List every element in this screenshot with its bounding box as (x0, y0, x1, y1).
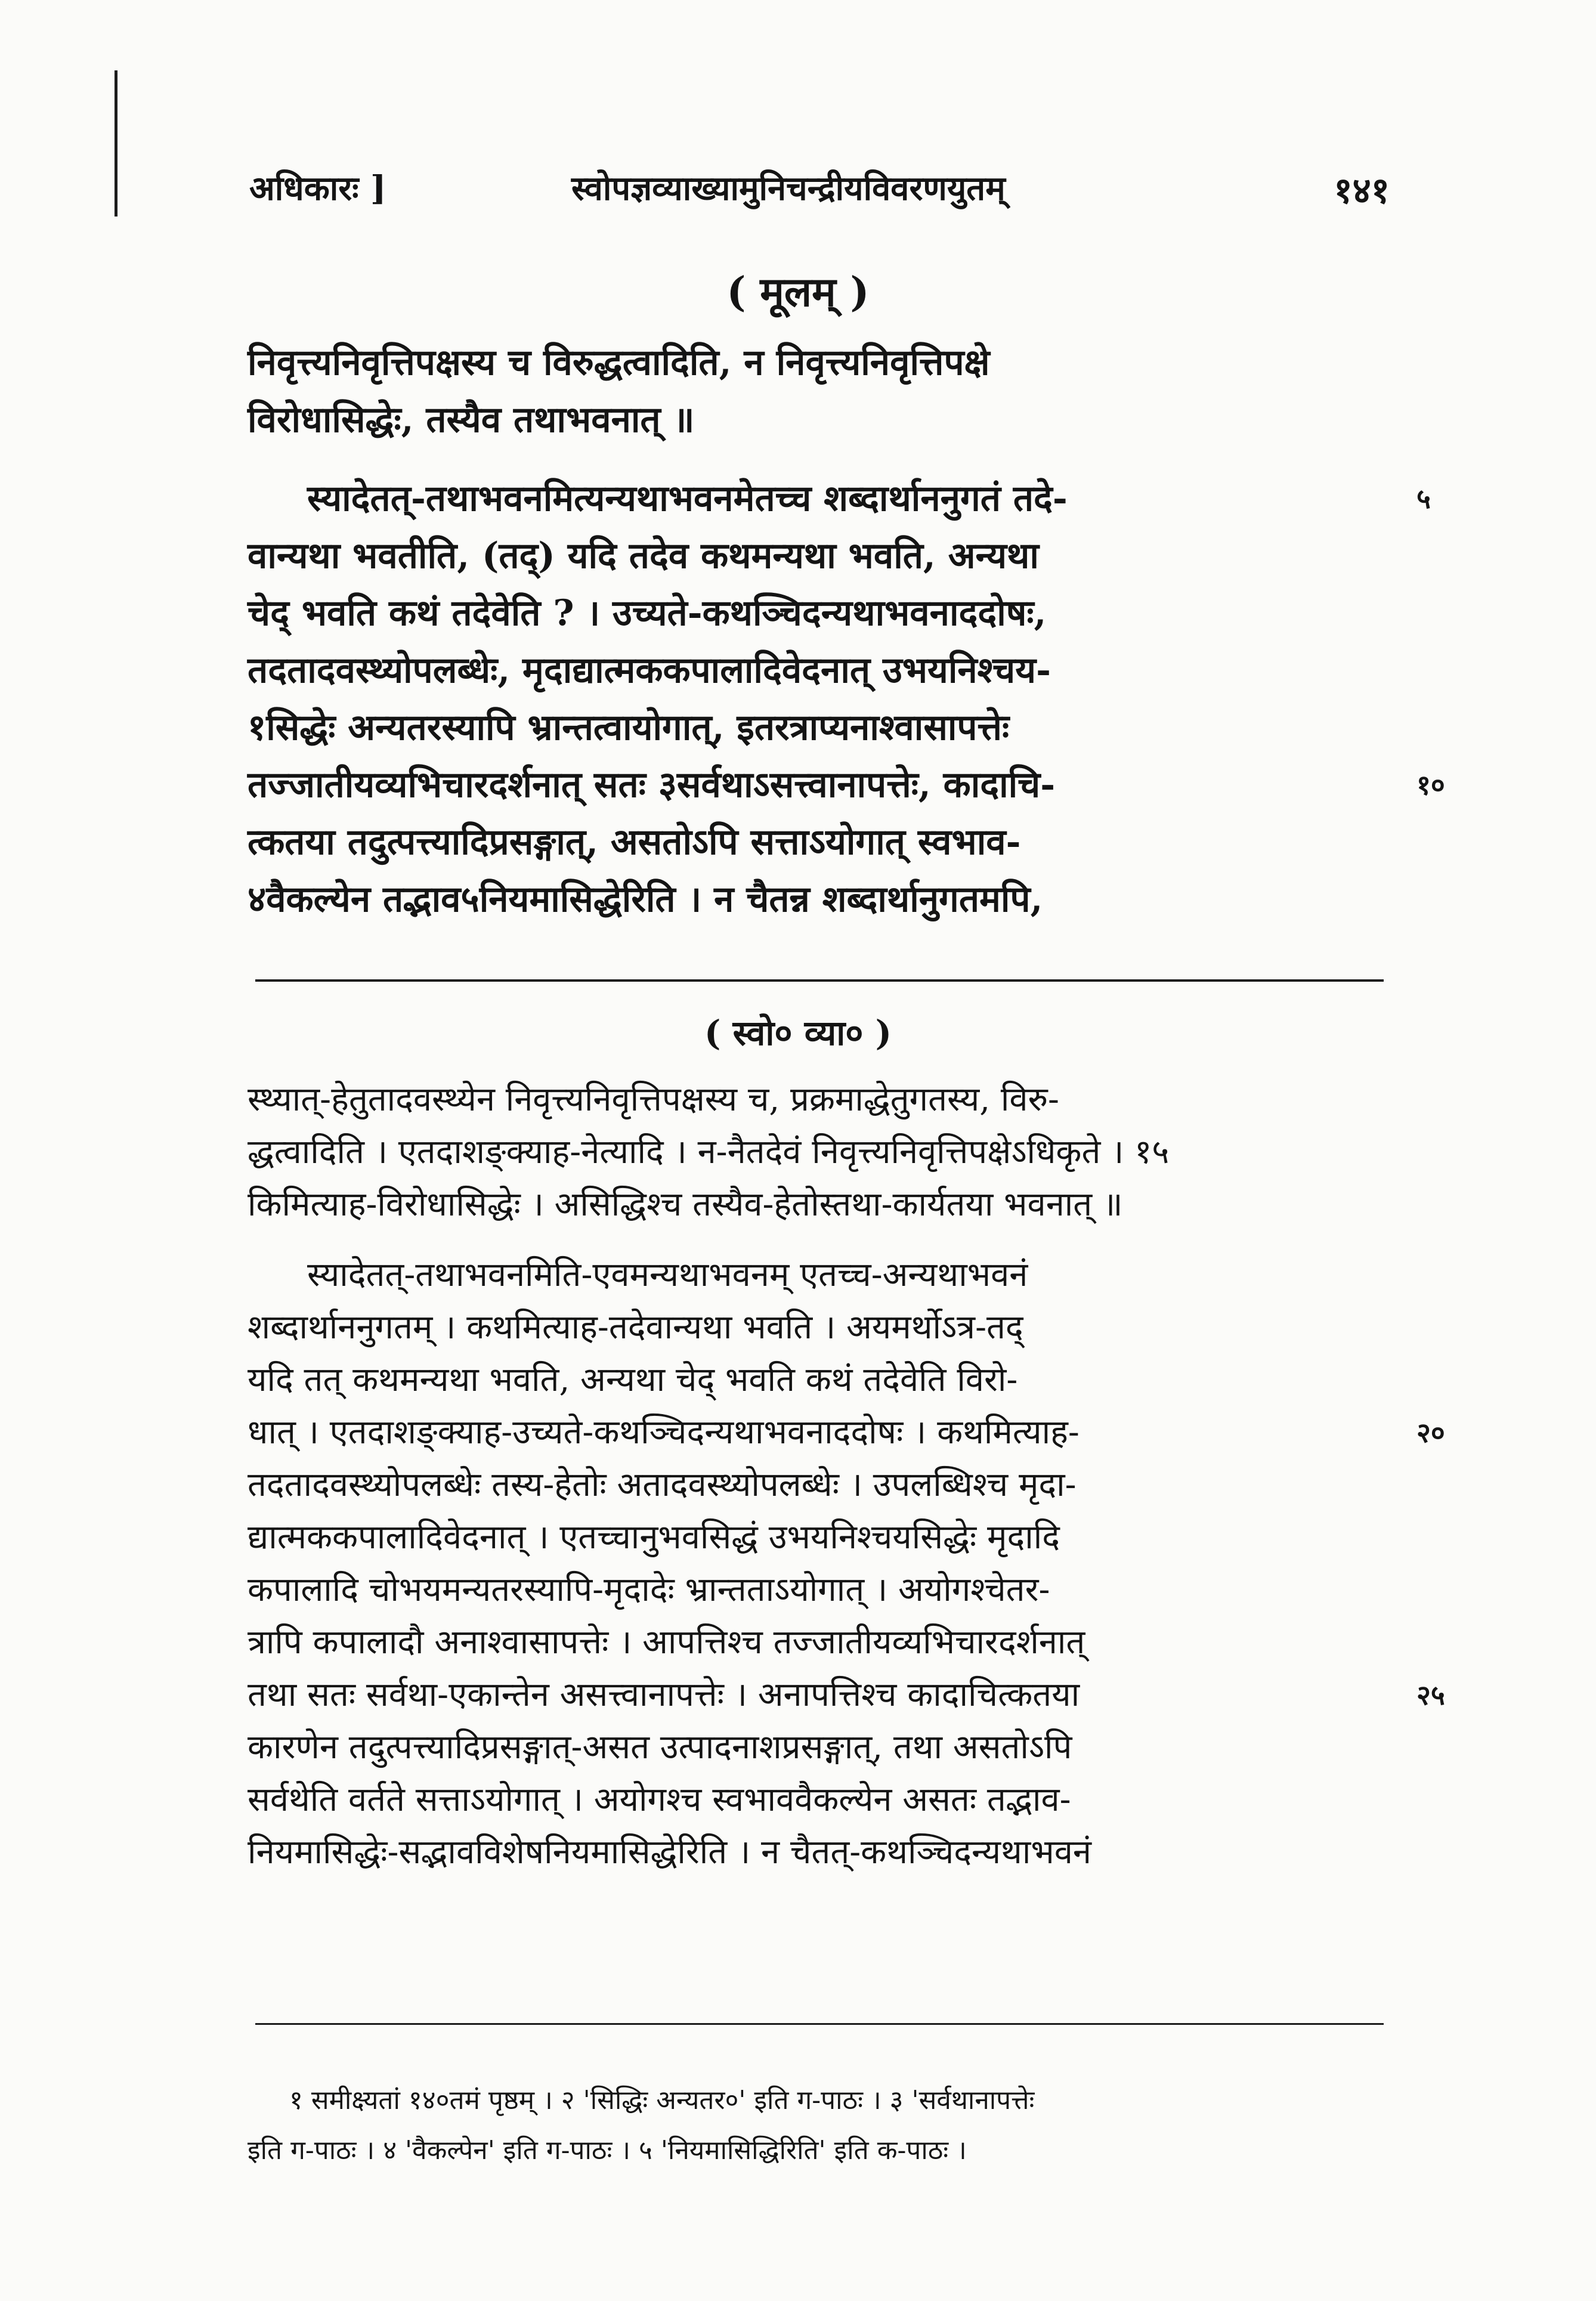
text-line: सर्वथेति वर्तते सत्ताऽयोगात् । अयोगश्च स्वभाववैकल्येन असतः तद्भाव- (248, 1780, 1071, 1819)
margin-rule (115, 70, 117, 217)
text-line: कारणेन तदुत्पत्त्यादिप्रसङ्गात्-असत उत्पादनाशप्रसङ्गात्, तथा असतोऽपि (248, 1728, 1072, 1767)
text-line: विरोधासिद्धेः, तस्यैव तथाभवनात् ॥ (248, 399, 695, 441)
text-line: ४वैकल्येन तद्भाव५नियमासिद्धेरिति । न चैतन्न शब्दार्थानुगतमपि, (248, 879, 1043, 920)
text-line: शब्दार्थाननुगतम् । कथमित्याह-तदेवान्यथा भवति । अयमर्थोऽत्र-तद् (248, 1308, 1023, 1347)
text-line: तदतादवस्थ्योपलब्धेः तस्य-हेतोः अतादवस्थ्योपलब्धेः । उपलब्धिश्च मृदा- (248, 1465, 1077, 1504)
text-line: वान्यथा भवतीति, (तद्) यदि तदेव कथमन्यथा भवति, अन्यथा (248, 535, 1039, 577)
footnote-line: इति ग-पाठः । ४ 'वैकल्पेन' इति ग-पाठः । ५ 'नियमासिद्धिरिति' इति क-पाठः । (248, 2135, 967, 2166)
line-number: २० (1416, 1417, 1445, 1449)
page-number: १४१ (1334, 170, 1390, 212)
commentary-text (248, 1074, 1445, 1879)
text-line: तदतादवस्थ्योपलब्धेः, मृदाद्यात्मककपालादिवेदनात् उभयनिश्चय- (248, 650, 1051, 691)
text-line: द्यात्मककपालादिवेदनात् । एतच्चानुभवसिद्धं उभयनिश्चयसिद्धेः मृदादि (248, 1518, 1060, 1557)
text-line: नियमासिद्धेः-सद्भावविशेषनियमासिद्धेरिति । न चैतत्-कथञ्चिदन्यथाभवनं (248, 1833, 1091, 1872)
text-line: तथा सतः सर्वथा-एकान्तेन असत्त्वानापत्तेः । अनापत्तिश्च कादाचित्कतया २५ (248, 1669, 1390, 1721)
footnotes (248, 2076, 1390, 2176)
text-line: किमित्याह-विरोधासिद्धेः । असिद्धिश्च तस्यैव-हेतोस्तथा-कार्यतया भवनात् ॥ (248, 1185, 1123, 1224)
text-line: तज्जातीयव्यभिचारदर्शनात् सतः ३सर्वथाऽसत्त्वानापत्तेः, कादाचि- १० (248, 756, 1390, 814)
text-line: स्थ्यात्-हेतुतादवस्थ्येन निवृत्त्यनिवृत्तिपक्षस्य च, प्रक्रमाद्धेतुगतस्य, विरु- (248, 1080, 1059, 1119)
book-title: स्वोपज्ञव्याख्यामुनिचन्द्रीयविवरणयुतम् (571, 169, 1006, 208)
mula-heading: ( मूलम् ) (726, 268, 870, 316)
text-line: त्रापि कपालादौ अनाश्वासापत्तेः । आपत्तिश्च तज्जातीयव्यभिचारदर्शनात् (248, 1623, 1085, 1662)
text-line: स्यादेतत्-तथाभवनमिति-एवमन्यथाभवनम् एतच्च-अन्यथाभवनं (307, 1255, 1028, 1294)
text-line: १सिद्धेः अन्यतरस्यापि भ्रान्तत्वायोगात्, इतरत्राप्यनाश्वासापत्तेः (248, 707, 1010, 749)
text-line: त्कतया तदुत्पत्त्यादिप्रसङ्गात्, असतोऽपि सत्ताऽयोगात् स्वभाव- (248, 821, 1021, 863)
section-divider (255, 979, 1384, 982)
running-head (249, 165, 1390, 230)
mula-text (248, 334, 1445, 928)
text-line: द्धत्वादिति । एतदाशङ्क्याह-नेत्यादि । न-नैतदेवं निवृत्त्यनिवृत्तिपक्षेऽधिकृते । १५ (248, 1133, 1170, 1171)
text-line: स्यादेतत्-तथाभवनमित्यन्यथाभवनमेतच्च शब्दार्थाननुगतं तदे- ५ (248, 470, 1390, 527)
line-number: २५ (1416, 1679, 1445, 1711)
text-line: धात् । एतदाशङ्क्याह-उच्यते-कथञ्चिदन्यथाभवनाददोषः । कथमित्याह- २० (248, 1406, 1390, 1459)
footnote-divider (255, 2023, 1384, 2025)
text-line: यदि तत् कथमन्यथा भवति, अन्यथा चेद् भवति कथं तदेवेति विरो- (248, 1360, 1018, 1399)
footnote-line: १ समीक्ष्यतां १४०तमं पृष्ठम् । २ 'सिद्धिः अन्यतर०' इति ग-पाठः । ३ 'सर्वथानापत्तेः (289, 2085, 1035, 2116)
line-number: १० (1416, 769, 1445, 801)
text-line: निवृत्त्यनिवृत्तिपक्षस्य च विरुद्धत्वादिति, न निवृत्त्यनिवृत्तिपक्षे (248, 342, 990, 384)
commentary-heading: ( स्वो० व्या० ) (704, 1013, 892, 1053)
text-line: कपालादि चोभयमन्यतरस्यापि-मृदादेः भ्रान्तताऽयोगात् । अयोगश्चेतर- (248, 1570, 1050, 1609)
text-line: चेद् भवति कथं तदेवेति ? । उच्यते-कथञ्चिदन्यथाभवनाददोषः, (248, 592, 1047, 634)
chapter-label: अधिकारः ] (249, 169, 386, 208)
line-number: ५ (1416, 483, 1431, 515)
